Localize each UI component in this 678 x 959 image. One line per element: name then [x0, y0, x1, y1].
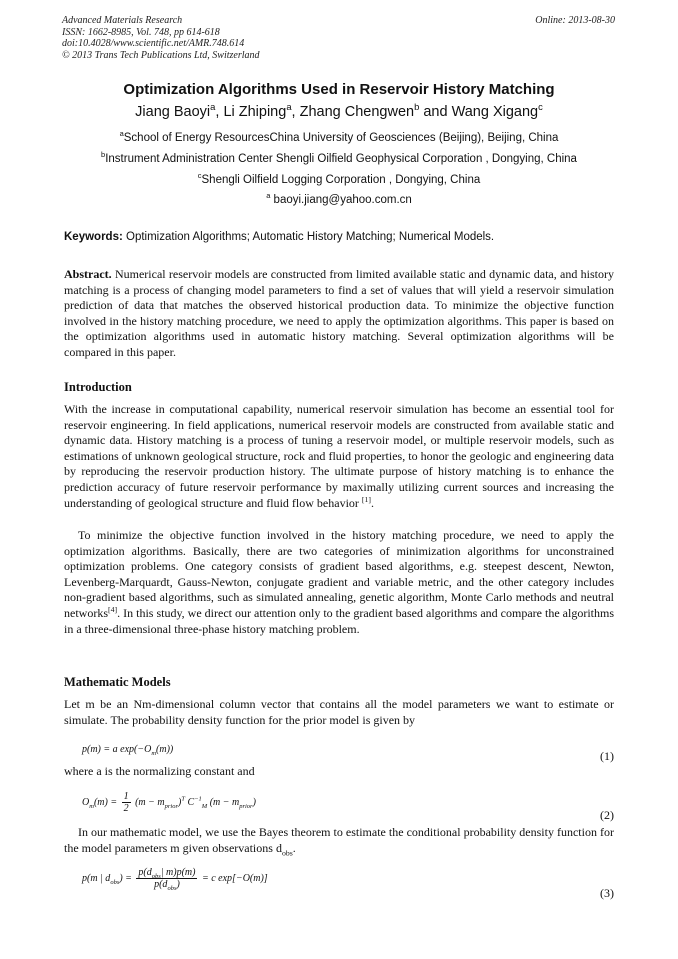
keywords-label: Keywords: — [64, 231, 123, 243]
online-date: Online: 2013-08-30 — [535, 15, 615, 26]
fraction-numerator: 1 — [123, 791, 129, 802]
author-name: Wang Xigang — [451, 104, 539, 120]
eq-part: ) — [177, 796, 182, 808]
author-name: Jiang Baoyi — [135, 104, 211, 120]
eq-sub: prior — [164, 802, 178, 810]
issn: ISSN: 1662-8985, Vol. 748, pp 614-618 — [62, 26, 220, 38]
author-affil-mark: a — [286, 101, 292, 113]
paper-title: Optimization Algorithms Used in Reservoir History Matching — [123, 81, 555, 98]
eq-sub: M — [201, 802, 208, 810]
paragraph: Let m be an Nm-dimensional column vector that contains all the model parameters we want to estimate or simulate. The probability density function for the prior model is given by — [64, 697, 614, 727]
author-list: Jiang Baoyi$^a$, Li Zhiping$^a$, Zhang Chengwen$^b$ and Wang Xigang$^c$ — [135, 101, 543, 120]
eq-part: O — [82, 796, 90, 808]
eq-part: p(d — [154, 879, 168, 890]
doi: doi:10.4028/www.scientific.net/AMR.748.614 — [62, 38, 245, 49]
equation-number: (2) — [600, 808, 614, 822]
fraction-numerator — [136, 867, 197, 879]
journal-name: Advanced Materials Research — [62, 15, 183, 26]
citation: [4] — [108, 604, 118, 614]
fraction-denominator: 2 — [123, 803, 129, 814]
author-email — [40, 191, 638, 206]
abstract-label: Abstract. — [64, 267, 112, 281]
affiliation-text: Instrument Administration Center Shengli Oilfield Geophysical Corporation , Dongying, China — [105, 153, 577, 165]
author-affil-mark: c — [538, 101, 543, 113]
paragraph-end: . — [371, 495, 375, 510]
equation-number: (3) — [600, 886, 614, 900]
equation-number: (1) — [600, 749, 614, 763]
eq-part: (m − m — [135, 796, 165, 808]
fraction-denominator — [136, 879, 197, 890]
abstract — [64, 267, 614, 361]
eq-part: ) — [252, 796, 256, 808]
eq-sub: m — [151, 750, 157, 757]
author-and: and — [423, 104, 448, 120]
journal-header — [62, 15, 260, 61]
paragraph: where a is the normalizing constant and — [64, 764, 255, 778]
affil-mark: a — [266, 191, 271, 201]
paragraph-end: . — [292, 840, 296, 855]
affiliation-text: Shengli Oilfield Logging Corporation , Dongying, China — [201, 174, 481, 186]
paragraph-end: . In this study, we direct our attention only to the gradient based algorithms and compare the algorithms in a three-dimensional three-phase history matching problem. — [64, 605, 614, 636]
email-text: baoyi.jiang@yahoo.com.cn — [273, 194, 412, 206]
citation: [1] — [361, 494, 372, 504]
eq-part: = c exp[−O(m)] — [201, 872, 268, 884]
eq-fraction — [136, 867, 197, 890]
paragraph — [64, 825, 614, 856]
equation-2 — [82, 791, 256, 814]
copyright: © 2013 Trans Tech Publications Ltd, Switzerland — [62, 49, 260, 61]
section-heading-introduction: Introduction — [64, 380, 132, 394]
eq-sub: obs — [167, 885, 177, 892]
eq-part: (m) = — [93, 796, 118, 808]
eq-part: ) = — [119, 872, 132, 884]
affil-mark: b — [101, 150, 106, 160]
affiliation — [40, 171, 638, 186]
paragraph — [64, 528, 614, 637]
eq-part: (m − m — [209, 796, 240, 808]
author-name: Zhang Chengwen — [299, 104, 415, 120]
eq-sub: obs — [110, 878, 120, 886]
keywords — [64, 231, 616, 243]
eq-part: p(d — [138, 867, 152, 878]
affiliation — [40, 129, 638, 144]
affiliation-text: School of Energy ResourcesChina University of Geosciences (Beijing), Beijing, China — [123, 132, 559, 144]
affil-mark: a — [119, 129, 124, 139]
eq-sub: obs — [151, 873, 161, 880]
keywords-text: Optimization Algorithms; Automatic History Matching; Numerical Models. — [126, 231, 495, 243]
eq-part: (m)) — [156, 744, 174, 755]
eq-sub: m — [89, 802, 94, 810]
eq-part: ) — [176, 879, 180, 890]
eq-part: p(m | d — [82, 872, 111, 884]
paragraph — [64, 402, 614, 511]
eq-sub: prior — [239, 802, 253, 810]
eq-part: p(m) = a exp(−O — [82, 744, 152, 755]
equation-1 — [82, 744, 173, 755]
affil-mark: c — [197, 171, 202, 181]
abstract-text: Numerical reservoir models are constructed from limited available static and dynamic data, and history matching is a process of changing model parameters to find a set of values that will yield a reservoir simulation prediction of data that matches the observed historical production data. To minimize the objective function involved in the history matching procedure, we need to apply the optimization algorithms. This paper is based on the optimization algorithms used in automatic history matching. Several optimization algorithms will be compared in this paper. — [64, 267, 615, 359]
section-heading-math-models: Mathematic Models — [64, 675, 171, 689]
affiliation — [40, 150, 638, 165]
eq-part: C — [187, 796, 195, 808]
paragraph-text: To minimize the objective function involved in the history matching procedure, we need to apply the optimization algorithms. Basically, there are two categories of minimization algorithms for unconstrained optimization problems. One category consists of gradient based algorithms, e.g. steepest descent, Newton, Levenberg-Marquardt, Gauss-Newton, conjugate gradient and variable metric, and the other category includes non-gradient based algorithms, such as simulated annealing, genetic algorithm, Monte Carlo methods and neutral networks — [64, 528, 614, 620]
equation-3 — [82, 867, 268, 890]
eq-fraction — [122, 791, 131, 814]
eq-sub: obs — [281, 847, 293, 857]
paragraph-text: With the increase in computational capability, numerical reservoir simulation has become an essential tool for reservoir engineering. In field applications, numerical reservoir models are constructed from available static and dynamic data. History matching is a process of tuning a reservoir model, or multiple reservoir models, such as estimations of unknown geological structure, rock and fluid properties, to honor the geologic and engineering data by reproducing the reservoir production history. The ultimate purpose of history matching is to enhance the prediction accuracy of future reservoir performance by maximally utilizing current sources and increasing the understanding of geological structure and fluid flow behavior — [64, 402, 614, 510]
author-affil-mark: a — [210, 101, 216, 113]
paragraph-text: In our mathematic model, we use the Bayes theorem to estimate the conditional probability density function for the model parameters m given observations d — [64, 825, 614, 855]
eq-sup: −1 — [194, 795, 202, 803]
author-name: Li Zhiping — [223, 104, 287, 120]
eq-sup: T — [181, 795, 185, 803]
author-affil-mark: b — [414, 101, 420, 113]
eq-part: | m)p(m) — [160, 867, 196, 878]
